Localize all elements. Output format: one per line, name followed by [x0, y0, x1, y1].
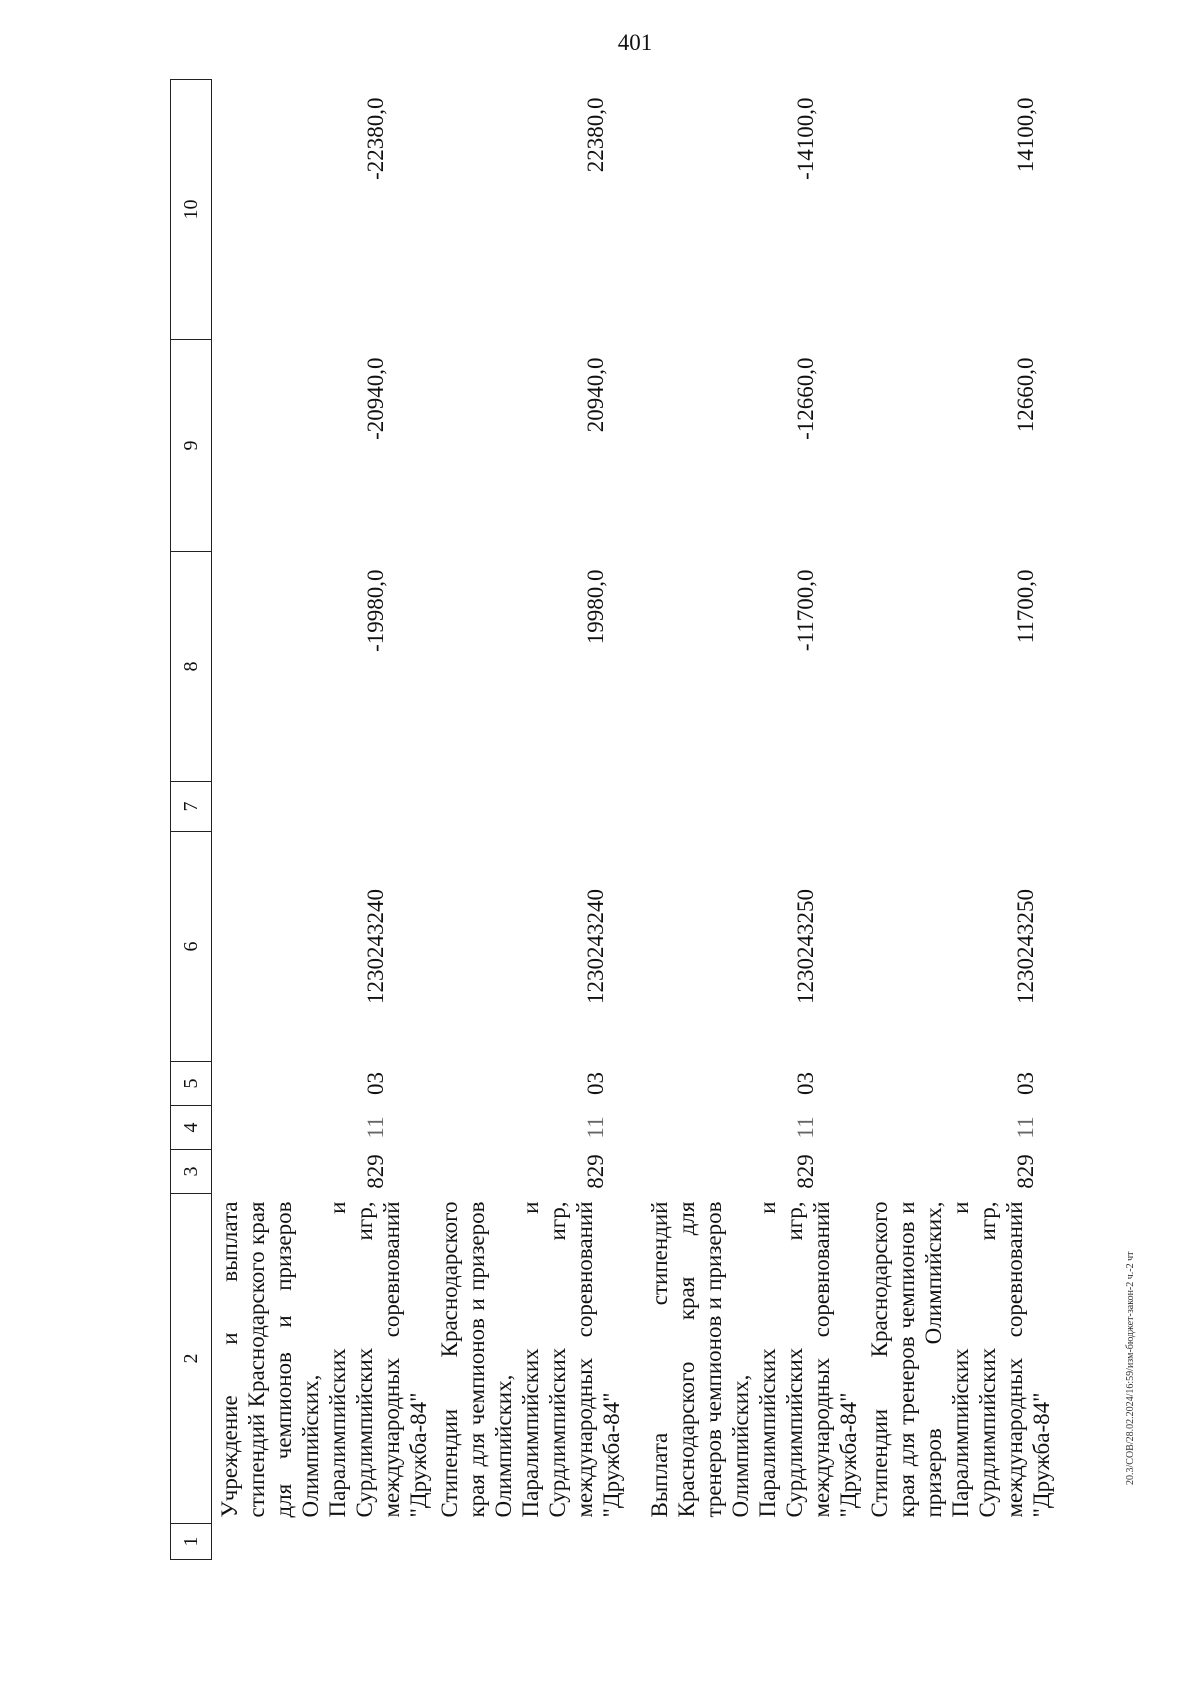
row-target-code: 1230243240: [363, 889, 388, 1004]
row-expense-type: [212, 782, 433, 832]
row-col-1: [862, 1524, 1072, 1560]
row-expense-type: [642, 782, 862, 832]
row-description: Стипендии Краснодарского края для чемпионов и призеров Олимпийских, Паралимпийских и Сурдлимпийских игр, международных соревнований "Дружба-84": [437, 1201, 624, 1518]
row-value-col-10: 22380,0: [583, 97, 608, 173]
row-col-1: [212, 1524, 433, 1560]
row-admin-code: 829: [363, 1154, 388, 1189]
row-subsection: 03: [583, 1072, 608, 1095]
row-value-col-10: 14100,0: [1013, 97, 1038, 173]
header-col-7: 7: [171, 782, 212, 832]
row-value-col-10: -14100,0: [793, 97, 818, 180]
row-section: 11: [583, 1116, 608, 1139]
row-value-col-9: 12660,0: [1013, 357, 1038, 433]
table-row: [862, 80, 1072, 1560]
table-row: [212, 80, 433, 1560]
row-col-1: [642, 1524, 862, 1560]
row-value-col-9: -12660,0: [793, 357, 818, 440]
row-value-col-9: -20940,0: [363, 357, 388, 440]
row-target-code: 1230243250: [1013, 889, 1038, 1004]
header-col-1: 1: [171, 1524, 212, 1560]
row-description: Учреждение и выплата стипендий Краснодарского края для чемпионов и призеров Олимпийских, Паралимпийских и Сурдлимпийских игр, международных соревнований "Дружба-84": [217, 1201, 431, 1518]
header-col-5: 5: [171, 1062, 212, 1106]
row-expense-type: [432, 782, 642, 832]
page-number: 401: [617, 30, 653, 55]
header-row: [171, 80, 212, 1560]
row-target-code: 1230243240: [583, 889, 608, 1004]
row-admin-code: 829: [793, 1154, 818, 1189]
row-subsection: 03: [793, 1072, 818, 1095]
header-col-10: 10: [171, 80, 212, 340]
row-section: 11: [1013, 1116, 1038, 1139]
row-value-col-8: -19980,0: [363, 569, 388, 652]
row-description: Выплата стипендий Краснодарского края для тренеров чемпионов и призеров Олимпийских, Паралимпийских и Сурдлимпийских игр, международных соревнований "Дружба-84": [647, 1201, 861, 1518]
row-admin-code: 829: [1013, 1154, 1038, 1189]
row-section: 11: [793, 1116, 818, 1139]
header-col-8: 8: [171, 552, 212, 782]
row-value-col-10: -22380,0: [363, 97, 388, 180]
header-col-3: 3: [171, 1150, 212, 1194]
header-col-9: 9: [171, 340, 212, 552]
row-value-col-8: -11700,0: [793, 569, 818, 652]
row-subsection: 03: [1013, 1072, 1038, 1095]
table-row: [642, 80, 862, 1560]
row-col-1: [432, 1524, 642, 1560]
footer-stamp: 20.3/СОВ/28.02.2024/16:59/изм-бюджет-закон-2 ч.-2 чт: [1125, 1251, 1136, 1485]
row-expense-type: [862, 782, 1072, 832]
row-target-code: 1230243250: [793, 889, 818, 1004]
row-value-col-8: 19980,0: [583, 569, 608, 645]
row-admin-code: 829: [583, 1154, 608, 1189]
header-col-2: 2: [171, 1194, 212, 1524]
header-col-6: 6: [171, 832, 212, 1062]
row-subsection: 03: [363, 1072, 388, 1095]
budget-table: [170, 79, 1072, 1560]
row-value-col-8: 11700,0: [1013, 569, 1038, 644]
table-row: [432, 80, 642, 1560]
row-section: 11: [363, 1116, 388, 1139]
budget-table-rotated: [170, 80, 1054, 1560]
row-description: Стипендии Краснодарского края для тренеров чемпионов и призеров Олимпийских, Паралимпийских и Сурдлимпийских игр, международных соревнований "Дружба-84": [867, 1201, 1054, 1518]
row-value-col-9: 20940,0: [583, 357, 608, 433]
header-col-4: 4: [171, 1106, 212, 1150]
